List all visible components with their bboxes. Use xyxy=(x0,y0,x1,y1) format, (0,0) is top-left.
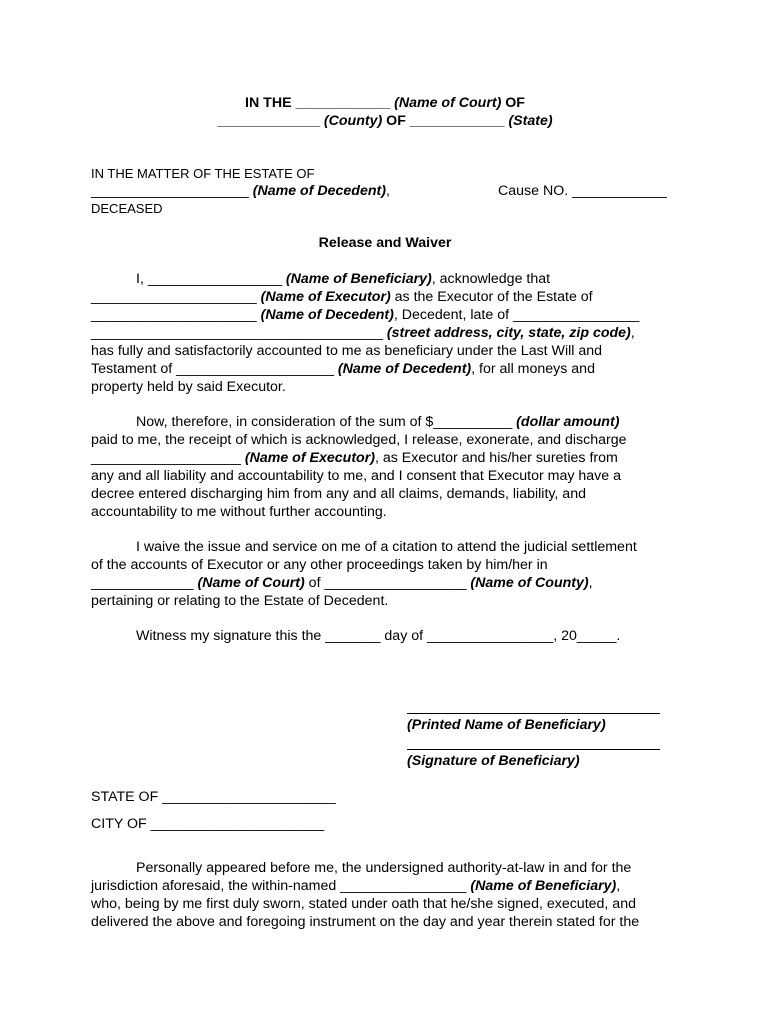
document-title: Release and Waiver xyxy=(318,235,452,251)
printed-name-label: (Printed Name of Beneficiary) xyxy=(407,717,606,733)
para1-line-4: _____________________________________ (street address, city, state, zip code), xyxy=(91,325,635,341)
court-heading-line-1: IN THE ____________ (Name of Court) OF xyxy=(245,95,525,111)
para3-line-4: pertaining or relating to the Estate of Decedent. xyxy=(91,593,389,609)
para3-line-3: _____________ (Name of Court) of __________________ (Name of County), xyxy=(91,575,593,591)
decedent-name-line: ____________________ (Name of Decedent), xyxy=(91,183,390,199)
para1-line-6: Testament of ____________________ (Name of Decedent), for all moneys and xyxy=(91,361,595,377)
deceased-label: DECEASED xyxy=(91,201,163,216)
para2-line-6: accountability to me without further accounting. xyxy=(91,504,387,520)
para2-line-5: decree entered discharging him from any and all claims, demands, liability, and xyxy=(91,486,586,502)
estate-matter-text: IN THE MATTER OF THE ESTATE OF xyxy=(91,166,315,181)
cause-number: Cause NO. ____________ xyxy=(498,183,667,199)
para2-line-1: Now, therefore, in consideration of the sum of $__________ (dollar amount) xyxy=(136,414,620,430)
para1-line-5: has fully and satisfactorily accounted to me as beneficiary under the Last Will and xyxy=(91,343,603,359)
para1-line-7: property held by said Executor. xyxy=(91,379,286,395)
para3-line-1: I waive the issue and service on me of a citation to attend the judicial settlement xyxy=(136,539,637,555)
para1-line-1: I, _________________ (Name of Beneficiary), acknowledge that xyxy=(136,271,551,287)
para2-line-2: paid to me, the receipt of which is acknowledged, I release, exonerate, and discharge xyxy=(91,432,627,448)
printed-name-underline xyxy=(407,713,660,714)
para1-line-2: _____________________ (Name of Executor) as the Executor of the Estate of xyxy=(91,289,593,305)
para1-line-3: _____________________ (Name of Decedent), Decedent, late of ________________ xyxy=(91,307,640,323)
para4-line-2: jurisdiction aforesaid, the within-named ________________ (Name of Beneficiary), xyxy=(91,878,621,894)
para4-line-1: Personally appeared before me, the undersigned authority-at-law in and for the xyxy=(136,860,632,876)
state-of-line: STATE OF ______________________ xyxy=(91,789,336,805)
witness-line: Witness my signature this the _______ day of ________________, 20_____. xyxy=(136,628,621,644)
para3-line-2: of the accounts of Executor or any other proceedings taken by him/her in xyxy=(91,557,548,573)
para2-line-4: any and all liability and accountability to me, and I consent that Executor may have a xyxy=(91,468,621,484)
para4-line-4: delivered the above and foregoing instrument on the day and year therein stated for the xyxy=(91,914,640,930)
para4-line-3: who, being by me first duly sworn, stated under oath that he/she signed, executed, and xyxy=(91,896,636,912)
court-heading-line-2: _____________ (County) OF ____________ (State) xyxy=(217,113,553,129)
signature-label: (Signature of Beneficiary) xyxy=(407,753,580,769)
para2-line-3: ___________________ (Name of Executor), as Executor and his/her sureties from xyxy=(91,450,618,466)
signature-underline xyxy=(407,749,660,750)
city-of-line: CITY OF ______________________ xyxy=(91,816,325,832)
